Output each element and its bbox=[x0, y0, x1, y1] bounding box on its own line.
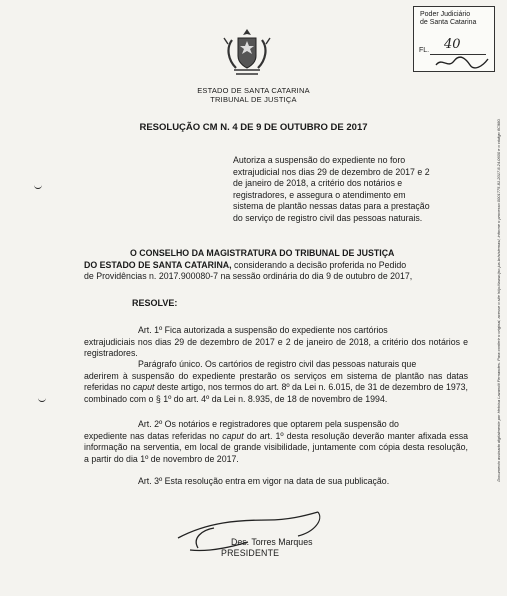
ementa bbox=[233, 155, 486, 225]
article-1-rest: extrajudiciais nos dias 29 de dezembro de 2017 e 2 de janeiro de 2018, a critério dos notários e registradores. bbox=[84, 336, 468, 359]
ementa-line: extrajudicial nos dias 29 de dezembro de 2017 e 2 bbox=[233, 166, 430, 177]
punch-hole-mark bbox=[38, 398, 46, 402]
preamble-line-1: O CONSELHO DA MAGISTRATURA DO TRIBUNAL DE JUSTIÇA bbox=[130, 248, 395, 258]
paragrafo-rest-a: aderirem à suspensão do expediente prestarão os serviços em sistema de plantão nas datas referidas no bbox=[84, 370, 468, 393]
ementa-line: de janeiro de 2018, a critério dos notários e bbox=[233, 178, 403, 189]
signatory-role: PRESIDENTE bbox=[221, 548, 280, 558]
paragrafo-unico bbox=[84, 359, 468, 405]
punch-hole-mark bbox=[34, 185, 42, 189]
preamble-line-2-rest: considerando a decisão proferida no Pedido bbox=[231, 259, 407, 270]
article-3: Art. 3º Esta resolução entra em vigor na data de sua publicação. bbox=[138, 476, 390, 486]
header-court: TRIBUNAL DE JUSTIÇA bbox=[210, 95, 297, 104]
coat-of-arms-icon bbox=[222, 26, 272, 82]
article-2-rest-b: do art. 1º desta resolução deverão manter afixada essa informação na serventia, em local de grande visibilidade, juntamente com cópia desta resolução, a partir do dia 1º de novembro de 2017. bbox=[84, 430, 468, 464]
ementa-line: sistema de plantão nessas datas para a prestação bbox=[233, 201, 430, 212]
stamp-fl-label: FL. bbox=[419, 47, 430, 54]
paragrafo-first-line: Parágrafo único. Os cartórios de registro civil das pessoas naturais que bbox=[138, 359, 417, 369]
article-2-first-line: Art. 2º Os notários e registradores que optarem pela suspensão do bbox=[138, 419, 399, 429]
preamble-line-3: de Providências n. 2017.900080-7 na sessão ordinária do dia 9 de outubro de 2017, bbox=[84, 271, 413, 282]
digital-signature-note: Documento assinado digitalmente por Heloísa Lazarotti Fernandes. Para conferir o original, acesse o site http://www.tjsc.jus.br/sistemas/, informe o processo 0001775-81.2017.8.24.0600 e o código 6C980. bbox=[496, 118, 501, 482]
stamp-line-1: Poder Judiciário bbox=[420, 11, 471, 18]
header-state: ESTADO DE SANTA CATARINA bbox=[197, 86, 310, 95]
stamp-line-2: de Santa Catarina bbox=[420, 19, 477, 26]
article-2-rest-a: expediente nas datas referidas no bbox=[84, 430, 223, 441]
preamble-line-2 bbox=[84, 260, 468, 272]
resolve-heading: RESOLVE: bbox=[132, 298, 178, 308]
court-stamp bbox=[413, 6, 495, 72]
article-2-caput: caput bbox=[222, 430, 244, 441]
preamble bbox=[84, 248, 468, 283]
ementa-line: do serviço de registro civil das pessoas naturais. bbox=[233, 212, 423, 223]
article-1-first-line: Art. 1º Fica autorizada a suspensão do expediente nos cartórios bbox=[138, 325, 388, 335]
stamp-page-number: 40 bbox=[444, 37, 461, 52]
paragrafo-rest-b: deste artigo, nos termos do art. 8º da Lei n. 6.015, de 31 de dezembro de 1973, combinado com o § 1º do art. 4º da Lei n. 8.935, de 18 de novembro de 1994. bbox=[84, 382, 468, 404]
ementa-line: registradores, e assegura o atendimento em bbox=[233, 189, 406, 200]
preamble-court-name: DO ESTADO DE SANTA CATARINA, bbox=[84, 259, 232, 270]
paragrafo-caput: caput bbox=[132, 382, 155, 393]
document-title: RESOLUÇÃO CM N. 4 DE 9 DE OUTUBRO DE 2017 bbox=[139, 122, 368, 133]
stamp-rubric-icon bbox=[432, 55, 492, 71]
article-1 bbox=[84, 325, 468, 360]
ementa-line: Autoriza a suspensão do expediente no foro bbox=[233, 155, 406, 165]
article-2 bbox=[84, 419, 468, 465]
signatory-name: Des. Torres Marques bbox=[231, 537, 313, 547]
